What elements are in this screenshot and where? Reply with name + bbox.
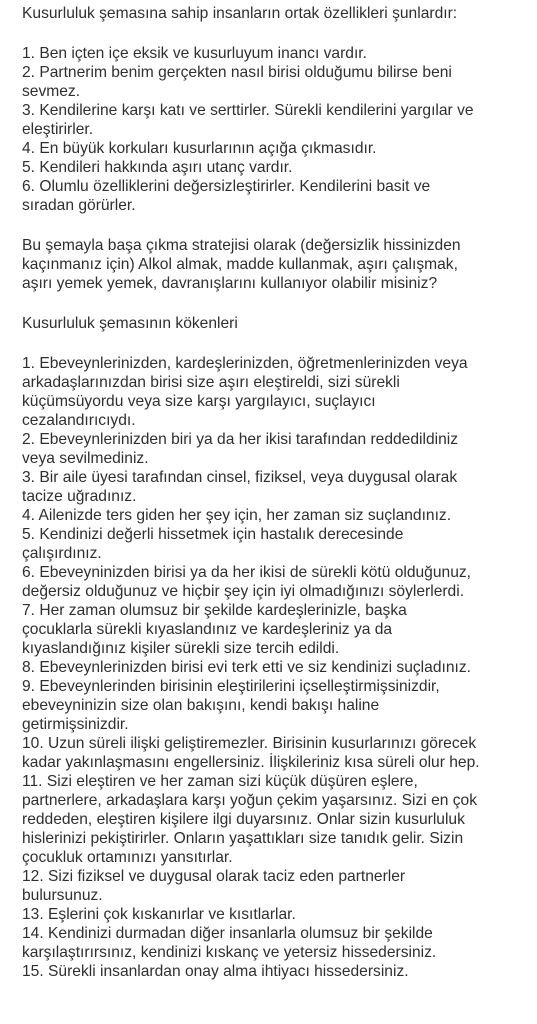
list-item-line: 3. Bir aile üyesi tarafından cinsel, fiziksel, veya duygusal olarak	[22, 469, 458, 486]
list-item	[22, 430, 527, 468]
list-item-line: bulursunuz.	[22, 887, 103, 904]
list-item	[22, 101, 527, 139]
list-item	[22, 772, 527, 867]
traits-list	[22, 44, 527, 215]
list-item-line: çalışırdınız.	[22, 545, 102, 562]
list-item	[22, 924, 527, 962]
list-item-line: getirmişsinizdir.	[22, 716, 129, 733]
list-item-line: çocuklarla sürekli kıyaslandınız ve kardeşleriniz ya da	[22, 621, 393, 638]
paragraph-line: aşırı yemek yemek, davranışlarını kullanıyor olabilir misiniz?	[22, 275, 438, 292]
list-item-line: sıradan görürler.	[22, 197, 136, 214]
list-item-line: partnerlere, arkadaşlara karşı yoğun çekim yaşarsınız. Sizi en çok	[22, 792, 478, 809]
list-item-line: küçümsüyordu veya size karşı yargılayıcı, suçlayıcı	[22, 393, 376, 410]
list-item	[22, 63, 527, 101]
list-item-line: 9. Ebeveynlerinden birisinin eleştirilerini içselleştirmişsinizdir,	[22, 678, 440, 695]
list-item-line: 14. Kendinizi durmadan diğer insanlarla olumsuz bir şekilde	[22, 925, 433, 942]
list-item-line: çocukluk ortamınızı yansıtırlar.	[22, 849, 233, 866]
list-item-line: ebeveyninizin size olan bakışını, kendi bakışı haline	[22, 697, 380, 714]
list-item	[22, 44, 527, 63]
list-item-line: hislerinizi pekiştirirler. Onların yaşattıkları size tanıdık gelir. Sizin	[22, 830, 464, 847]
list-item-line: 10. Uzun süreli ilişki geliştiremezler. Birisinin kusurlarınızı görecek	[22, 735, 477, 752]
list-item-line: reddeden, eleştiren kişilere ilgi duyarsınız. Onlar sizin kusurluluk	[22, 811, 465, 828]
paragraph-gap	[22, 333, 527, 354]
list-item	[22, 177, 527, 215]
paragraph-gap	[22, 293, 527, 314]
list-item-line: 3. Kendilerine karşı katı ve serttirler. Sürekli kendilerini yargılar ve	[22, 102, 474, 119]
list-item-line: 4. En büyük korkuları kusurlarının açığa çıkmasıdır.	[22, 140, 377, 157]
list-item-line: arkadaşlarınızdan birisi size aşırı eleştireldi, sizi sürekli	[22, 374, 400, 391]
list-item	[22, 658, 527, 677]
origins-list	[22, 354, 527, 981]
list-item	[22, 158, 527, 177]
list-item	[22, 506, 527, 525]
list-item-line: kıyaslandığınız kişiler sürekli size tercih edildi.	[22, 640, 340, 657]
list-item-line: 13. Eşlerini çok kıskanırlar ve kısıtlarlar.	[22, 906, 296, 923]
list-item-line: 1. Ebeveynlerinizden, kardeşlerinizden, öğretmenlerinizden veya	[22, 355, 468, 372]
list-item-line: kadar yakınlaşmasını engellersiniz. İlişkileriniz kısa süreli olur hep.	[22, 754, 480, 771]
list-item	[22, 601, 527, 658]
list-item-line: cezalandırıcıydı.	[22, 412, 136, 429]
list-item-line: 6. Olumlu özelliklerini değersizleştirirler. Kendilerini basit ve	[22, 178, 431, 195]
list-item	[22, 354, 527, 430]
list-item	[22, 139, 527, 158]
list-item-line: 2. Ebeveynlerinizden biri ya da her ikisi tarafından reddedildiniz	[22, 431, 459, 448]
list-item	[22, 563, 527, 601]
list-item-line: 1. Ben içten içe eksik ve kusurluyum inancı vardır.	[22, 45, 367, 62]
list-item-line: 6. Ebeveyninizden birisi ya da her ikisi de sürekli kötü olduğunuz,	[22, 564, 472, 581]
list-item	[22, 905, 527, 924]
paragraph-gap	[22, 215, 527, 236]
list-item-line: değersiz olduğunuz ve hiçbir şey için iyi olmadığınızı söylerlerdi.	[22, 583, 465, 600]
paragraph-gap	[22, 23, 527, 44]
list-item	[22, 734, 527, 772]
list-item	[22, 962, 527, 981]
list-item	[22, 867, 527, 905]
paragraph-line: kaçınmanız için) Alkol almak, madde kullanmak, aşırı çalışmak,	[22, 256, 458, 273]
list-item-line: tacize uğradınız.	[22, 488, 137, 505]
list-item	[22, 468, 527, 506]
list-item-line: 5. Kendinizi değerli hissetmek için hastalık derecesinde	[22, 526, 404, 543]
list-item-line: 12. Sizi fiziksel ve duygusal olarak taciz eden partnerler	[22, 868, 406, 885]
list-item-line: sevmez.	[22, 83, 81, 100]
list-item-line: 15. Sürekli insanlardan onay alma ihtiyacı hissedersiniz.	[22, 963, 409, 980]
list-item	[22, 525, 527, 563]
list-item-line: karşılaştırırsınız, kendinizi kıskanç ve yetersiz hissedersiniz.	[22, 944, 437, 961]
intro-heading: Kusurluluk şemasına sahip insanların ortak özellikleri şunlardır:	[22, 5, 458, 22]
list-item-line: eleştirirler.	[22, 121, 94, 138]
list-item-line: 5. Kendileri hakkında aşırı utanç vardır.	[22, 159, 293, 176]
list-item-line: 7. Her zaman olumsuz bir şekilde kardeşlerinizle, başka	[22, 602, 407, 619]
list-item-line: veya sevilmediniz.	[22, 450, 149, 467]
list-item-line: 4. Ailenizde ters giden her şey için, her zaman siz suçlandınız.	[22, 507, 452, 524]
list-item-line: 2. Partnerim benim gerçekten nasıl birisi olduğumu bilirse beni	[22, 64, 452, 81]
list-item-line: 8. Ebeveynlerinizden birisi evi terk etti ve siz kendinizi suçladınız.	[22, 659, 471, 676]
origins-heading: Kusurluluk şemasının kökenleri	[22, 315, 238, 332]
paragraph-line: Bu şemayla başa çıkma stratejisi olarak (değersizlik hissinizden	[22, 237, 461, 254]
list-item	[22, 677, 527, 734]
coping-question	[22, 236, 527, 293]
list-item-line: 11. Sizi eleştiren ve her zaman sizi küçük düşüren eşlere,	[22, 773, 418, 790]
